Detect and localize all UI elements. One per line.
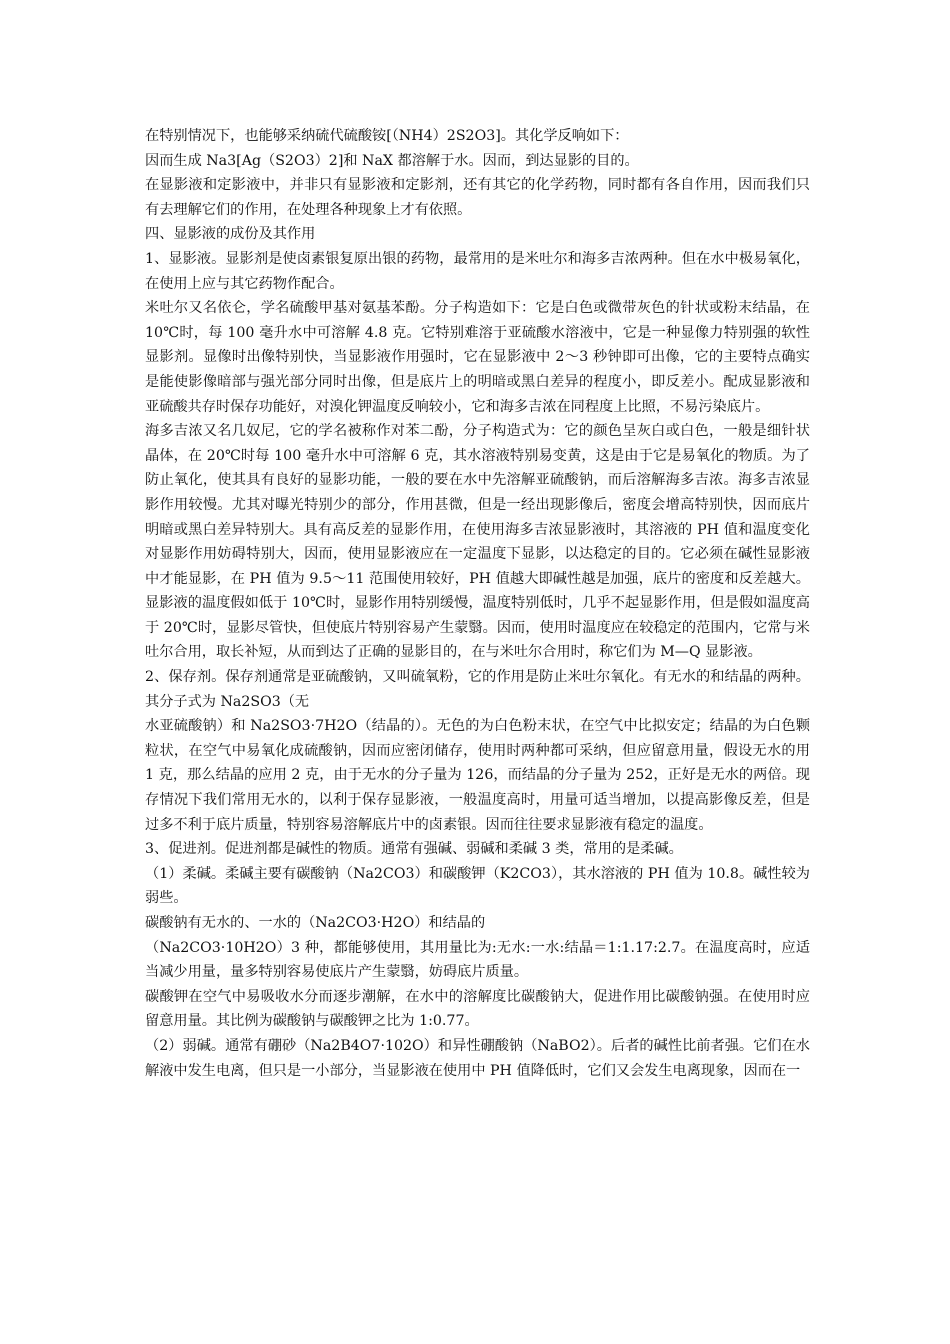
paragraph: 碳酸钾在空气中易吸收水分而逐步潮解，在水中的溶解度比碳酸钠大，促进作用比碳酸钠强。在使用时应留意用量。其比例为碳酸钠与碳酸钾之比为 1:0.77。 [145,988,810,1030]
paragraph: （1）柔碱。柔碱主要有碳酸钠（Na2CO3）和碳酸钾（K2CO3），其水溶液的 PH 值为 10.8。碱性较为弱些。 [145,865,810,907]
paragraph: 2、保存剂。保存剂通常是亚硫酸钠，又叫硫氧粉，它的作用是防止米吐尔氧化。有无水的和结晶的两种。其分子式为 Na2SO3（无 [145,669,810,710]
paragraph: 在特别情况下，也能够采纳硫代硫酸铵[（NH4）2S2O3]。其化学反响如下： [145,128,629,144]
paragraph: 米吐尔又名依仑，学名硫酸甲基对氨基苯酚。分子构造如下：它是白色或微带灰色的针状或粉末结晶，在 10℃时，每 100 毫升水中可溶解 4.8 克。它特别难溶于亚硫酸水溶液中，它是一种显像力特别强的软性显影剂。显像时出像特别快，当显影液作用强时，它在显影液中 2～3 秒钟即可出像，它的主要特点确实是能使影像暗部与强光部分同时出像，但是底片上的明暗或黑白差异的程度小，即反差小。配成显影液和亚硫酸共存时保存功能好，对溴化钾温度反响较小，它和海多吉浓在同程度上比照，不易污染底片。 [145,300,810,415]
paragraph: 因而生成 Na3[Ag（S2O3）2]和 NaX 都溶解于水。因而，到达显影的目的。 [145,152,639,169]
paragraph: 水亚硫酸钠）和 Na2SO3·7H2O（结晶的）。无色的为白色粉末状，在空气中比拟安定；结晶的为白色颗粒状，在空气中易氧化成硫酸钠，因而应密闭储存，使用时两种都可采纳，但应留意用量，假设无水的用 1 克，那么结晶的应用 2 克，由于无水的分子量为 126，而结晶的分子量为 252，正好是无水的两倍。现存情况下我们常用无水的，以利于保存显影液，一般温度高时，用量可适当增加，以提高影像反差，但是过多不利于底片质量，特别容易溶解底片中的卤素银。因而往往要求显影液有稳定的温度。 [145,718,810,833]
paragraph: 碳酸钠有无水的、一水的（Na2CO3·H2O）和结晶的 [145,915,486,931]
paragraph: 在显影液和定影液中，并非只有显影液和定影剂，还有其它的化学药物，同时都有各自作用，因而我们只有去理解它们的作用，在处理各种现象上才有依照。 [145,177,810,218]
paragraph: （2）弱碱。通常有硼砂（Na2B4O7·102O）和异性硼酸钠（NaBO2）。后者的碱性比前者强。它们在水解液中发生电离，但只是一小部分，当显影液在使用中 PH 值降低时，它们又会发生电离现象，因而在一 [145,1037,810,1079]
paragraph: 1、显影液。显影剂是使卤素银复原出银的药物，最常用的是米吐尔和海多吉浓两种。但在水中极易氧化，在使用上应与其它药物作配合。 [145,250,810,292]
section-heading: 四、显影液的成份及其作用 [145,226,316,243]
document-body [145,124,810,1083]
paragraph: 海多吉浓又名几奴尼，它的学名被称作对苯二酚，分子构造式为：它的颜色呈灰白或白色，一般是细针状晶体，在 20℃时每 100 毫升水中可溶解 6 克，其水溶液特别易变黄，这是由于它是易氧化的物质。为了防止氧化，使其具有良好的显影功能，一般的要在水中先溶解亚硫酸钠，而后溶解海多吉浓。海多吉浓显影作用较慢。尤其对曝光特别少的部分，作用甚微，但是一经出现影像后，密度会增高特别快，因而底片明暗或黑白差异特别大。具有高反差的显影作用，在使用海多吉浓显影液时，其溶液的 PH 值和温度变化对显影作用妨碍特别大，因而，使用显影液应在一定温度下显影，以达稳定的目的。它必须在碱性显影液中才能显影，在 PH 值为 9.5～11 范围使用较好，PH 值越大即碱性越是加强，底片的密度和反差越大。显影液的温度假如低于 10℃时，显影作用特别缓慢，温度特别低时，几乎不起显影作用，但是假如温度高于 20℃时，显影尽管快，但使底片特别容易产生蒙翳。因而，使用时温度应在较稳定的范围内，它常与米吐尔合用，取长补短，从而到达了正确的显影目的，在与米吐尔合用时，称它们为 M—Q 显影液。 [145,423,810,661]
paragraph: （Na2CO3·10H2O）3 种，都能够使用，其用量比为:无水:一水:结晶＝1:1.17:2.7。在温度高时，应适当减少用量，量多特别容易使底片产生蒙翳，妨碍底片质量。 [145,939,810,981]
paragraph: 3、促进剂。促进剂都是碱性的物质。通常有强碱、弱碱和柔碱 3 类，常用的是柔碱。 [145,841,683,858]
